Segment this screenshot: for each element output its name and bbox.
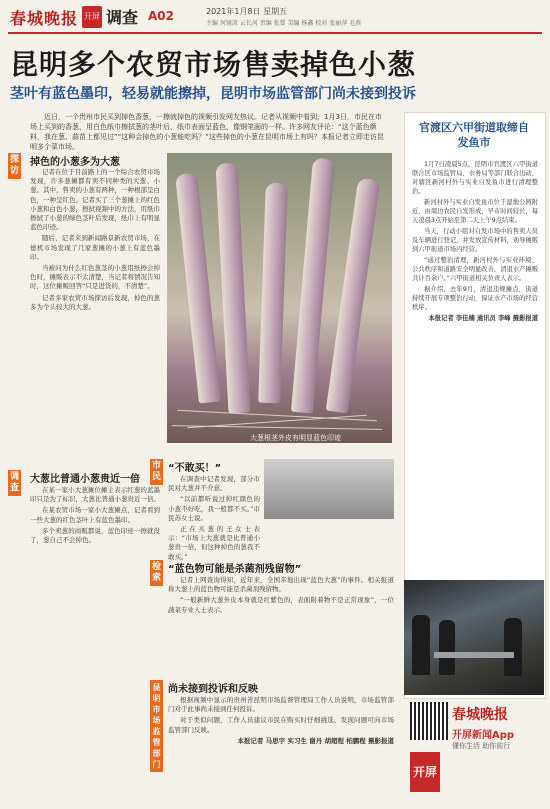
market-photo [264, 459, 394, 519]
col3-body-3 [168, 696, 394, 748]
section-title: 调查 [106, 8, 139, 27]
col3-para: 对于类似问题，工作人员建议市民在购买时仔细挑选，发现问题可向市场监管部门反映。 [168, 716, 394, 734]
tag-inspect: 检索 [150, 560, 163, 586]
col3-para: 记者上网查询得知，近年来，全国多地出现“蓝色大葱”的事件。相关报道称大葱上的蓝色物可能是杀菌剂残留物。 [168, 576, 394, 594]
subheadline: 茎叶有蓝色墨印，轻易就能擦掉，昆明市场监管部门尚未接到投诉 [10, 86, 416, 102]
sidebar-body [412, 160, 538, 325]
col1-heading-2: 大葱比普通小葱贵近一倍 [30, 474, 140, 485]
qr-code [410, 702, 448, 740]
col3-heading: “不敢买！” [168, 463, 222, 474]
person-silhouette [504, 618, 522, 676]
col1-para: 记者在位于目前路上的一个综合农贸市场发现，许多葱摊都有卖不同种类的大葱、小葱。其中，售卖的小葱有两种，一种根部呈白色，一种呈红色。记者买了三个葱摊上的红色小葱和白色小葱，擦拭视频中的方法，用纸巾擦拭了小葱的绿色茎叶后发现，纸巾上有明显蓝色印迹。 [30, 168, 160, 232]
green-onion-photo [167, 153, 392, 443]
col3-heading-3: 尚未接到投诉和反映 [168, 684, 258, 695]
sidebar-heading: 官渡区六甲街道取缔自发鱼市 [419, 121, 529, 149]
sidebar-para: 当天，行动小组对自发市场中的售卖人员及车辆进行登记，并发放宣传材料，劝导摊贩到六甲街道市场内经营。 [412, 228, 538, 253]
kai-badge: 开屏 [410, 752, 440, 792]
sidebar-para: “通过整治清理，新河村外与实业环境、公共秩序和道路安全明显改善，清退水产摊贩共计百余户。”六甲街道相关负责人表示。 [412, 257, 538, 282]
col1-heading: 掉色的小葱多为大葱 [30, 157, 120, 168]
sidebar-reporter: 本报记者 李佳楠 通讯员 李峰 摄影报道 [428, 315, 538, 322]
person-silhouette [412, 615, 430, 675]
app-badge: 开屏 [82, 6, 102, 28]
reporter-signoff: 本报记者 马思宇 实习生 谢丹 胡超程 柏鹏程 摄影报道 [237, 736, 394, 745]
onion-stem [215, 163, 250, 414]
person-silhouette [439, 620, 455, 675]
onion-root [172, 425, 382, 430]
app-slogan: 懂你生活 助你前行 [452, 742, 511, 750]
lead-paragraph: 近日，一个贵州市民买到掉色香葱，一擦就掉色的视频引发网友热议。记者从视频中看到，1月3日，市民在市场上买到的香葱，用白色纸巾擦拭葱的茎叶后，纸巾表面呈蓝色，像钢笔画的一样。许多网友评论：“这个蓝色颜料，我在葱、蒜苗上都见过”“这种会掉色的小葱能吃吗？”这些掉色的小葱在昆明市场上有吗？本报记者立即走访昆明多个菜市场。 [30, 113, 384, 151]
col3-body-2 [168, 576, 394, 617]
onion-stem [326, 178, 380, 414]
sidebar-para: 新河村外与实业自发鱼市位于湿地公园附近，由周边农民自发形成，早市时间较长，每天凌晨3点开始至第二天上午9点结束。 [412, 199, 538, 224]
tag-citizen: 市民 [150, 459, 163, 485]
col1-para: 随后，记者来到新闻路景新农贸市场，在德机市场发现了几家葱摊的小葱上有蓝色墨印。 [30, 234, 160, 261]
col3-para: 在调查中记者发现，部分市民对大葱并不介意。 [168, 475, 260, 493]
col1-para: 在某农贸市场一家小大葱摊点，记者看到一些大葱的红色茎叶上有蓝色墨印。 [30, 506, 160, 524]
stall-table [434, 652, 514, 658]
issue-date: 2021年1月8日 星期五 [206, 7, 288, 16]
col3-para: 正在买葱的王女士表示：“市场上大葱就是比普通小葱贵一倍，但这种掉色的葱我不敢买。” [168, 525, 260, 561]
footer-logo: 春城晚报 [452, 707, 508, 723]
headline: 昆明多个农贸市场售卖掉色小葱 [10, 48, 417, 81]
page-number: A02 [148, 9, 174, 23]
editor-credits: 主编 何镜凉 云长河 责编 张曾 美编 杨鑫 校对 张丽萍 毛燕 [206, 20, 362, 27]
col3-para: “一般新鲜大葱外皮本身就是红紫色的，表面附着物不是正常现象”，一位蔬菜专业人士表示。 [168, 596, 394, 614]
tag-explore: 探访 [8, 153, 21, 179]
onion-stem [258, 183, 288, 404]
col1-body [30, 168, 160, 314]
tag-investigate: 调查 [8, 470, 21, 496]
photo-caption: 大葱根茎外皮有明显蓝色印迹 [250, 434, 341, 442]
col1-para: 多个卖葱的商贩都说，蓝色印迹一擦就没了，葱自己不会掉色。 [30, 526, 160, 545]
app-name: 开屏新闻App [452, 730, 515, 741]
onion-stem [175, 172, 221, 403]
onion-stem [291, 158, 335, 414]
col3-para: 根据视频中显示的贵州省昆明市场监督管理局工作人员说明，市场监管部门对于此事尚未接到任何投诉。 [168, 696, 394, 714]
header-rule [8, 32, 542, 34]
col3-para: “以前都听说过掉红颜色的小葱不好吃，我一般都不买。”市民苏女士说。 [168, 495, 260, 522]
sidebar-para: 据介绍，去年9月，清退违规摊点，街道持续开展专项整治行动，保证水产市场的经营秩序。 [412, 286, 538, 311]
col3-body [168, 475, 260, 564]
sidebar-para: 1月7日凌晨5点，昆明市官渡区六甲街道联合区市场监管局、水务局等部门联合出动，对辖区新河村外与实业自发鱼市进行清理整治。 [412, 161, 538, 195]
newspaper-logo: 春城晚报 [10, 9, 79, 28]
col1-body-2 [30, 486, 160, 547]
tag-regulator: 昆明市场监管部门 [150, 680, 163, 772]
col1-para: 当被问为什么红色葱茎的小葱用纸擦会掉色时，摊贩表示不太清楚，当记者将情况告知时，这位摊贩回答“只是进货的，不清楚”。 [30, 264, 160, 291]
fish-market-photo [404, 580, 544, 695]
masthead [0, 0, 550, 42]
col1-para: 在某一家小大葱摊位摊主表示红葱的蓝墨印只是为了标识，大葱比普通小葱贵近一倍。 [30, 486, 160, 504]
col1-para: 记者多家农贸市场探访后发现，掉色的葱多为个头较大的大葱。 [30, 293, 160, 311]
col3-heading-2: “蓝色物可能是杀菌剂残留物” [168, 564, 302, 575]
